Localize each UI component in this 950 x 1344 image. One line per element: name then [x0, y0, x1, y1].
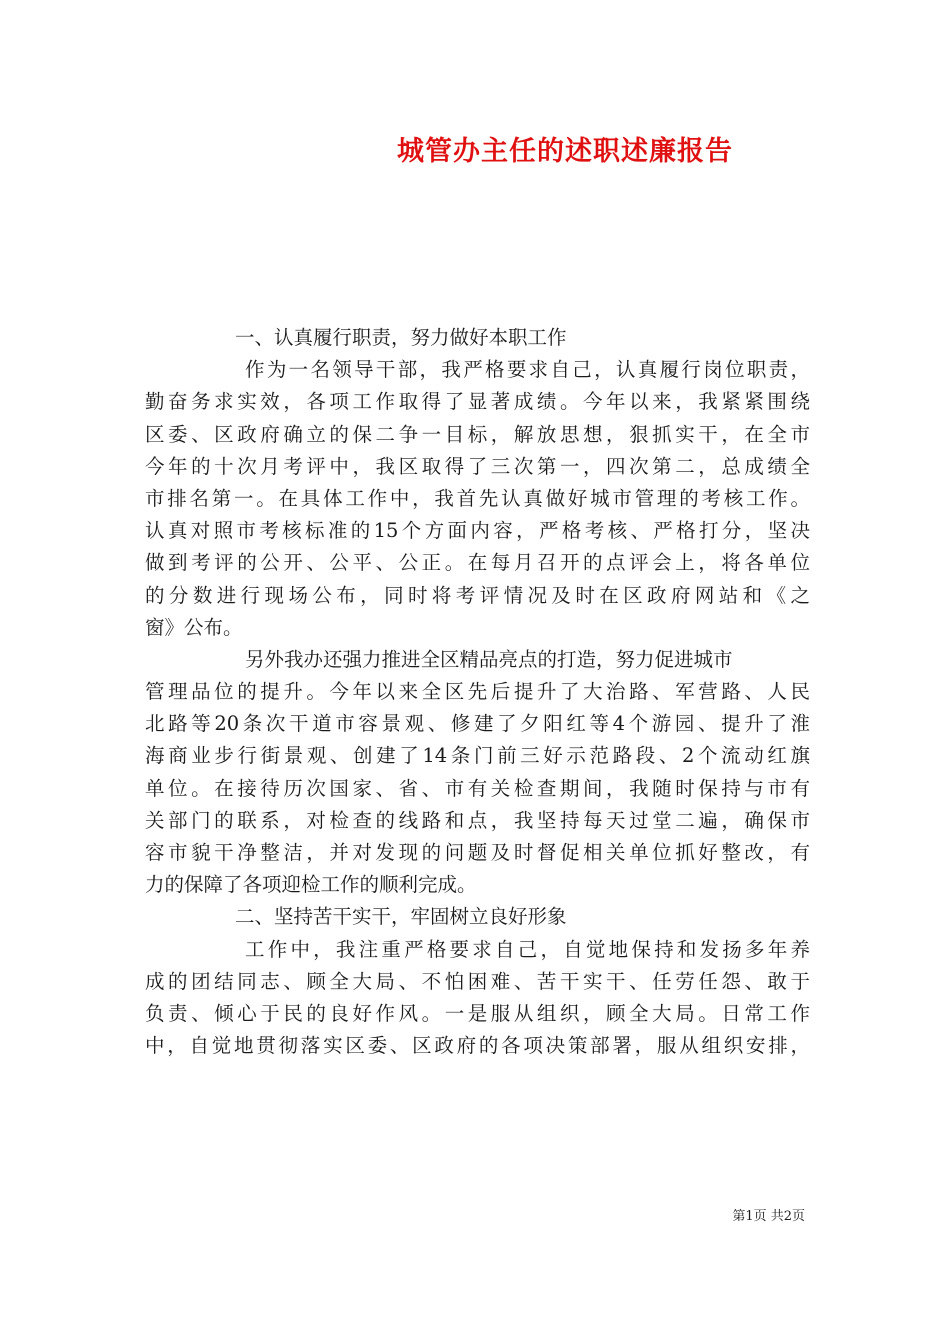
text-line: 另外我办还强力推进全区精品亮点的打造，努力促进城市 [245, 647, 733, 671]
text-line: 成的团结同志、顾全大局、不怕困难、苦干实干、任劳任怨、敢于 [145, 969, 810, 993]
text-line: 认真对照市考核标准的15个方面内容，严格考核、严格打分，坚决 [145, 519, 810, 543]
text-line: 海商业步行街景观、创建了14条门前三好示范路段、2个流动红旗 [145, 744, 810, 768]
text-line: 勤奋务求实效，各项工作取得了显著成绩。今年以来，我紧紧围绕 [145, 390, 810, 414]
text-line: 窗》公布。 [145, 615, 243, 639]
text-line: 的分数进行现场公布，同时将考评情况及时在区政府网站和《之 [145, 583, 810, 607]
text-line: 做到考评的公开、公平、公正。在每月召开的点评会上，将各单位 [145, 551, 810, 575]
text-line: 今年的十次月考评中，我区取得了三次第一，四次第二，总成绩全 [145, 454, 810, 478]
text-line: 作为一名领导干部，我严格要求自己，认真履行岗位职责， [245, 358, 810, 382]
page-footer: 第1页 共2页 [732, 1209, 805, 1224]
text-line: 负责、倾心于民的良好作风。一是服从组织，顾全大局。日常工作 [145, 1001, 810, 1025]
text-line: 管理品位的提升。今年以来全区先后提升了大治路、军营路、人民 [145, 680, 810, 704]
document-title: 城管办主任的述职述廉报告 [397, 136, 733, 167]
document-body [145, 322, 810, 1062]
text-line: 单位。在接待历次国家、省、市有关检查期间，我随时保持与市有 [145, 776, 810, 800]
text-line: 二、坚持苦干实干，牢固树立良好形象 [235, 905, 567, 929]
text-line: 区委、区政府确立的保二争一目标，解放思想，狠抓实干，在全市 [145, 422, 810, 446]
text-line: 工作中，我注重严格要求自己，自觉地保持和发扬多年养 [245, 937, 810, 961]
text-line: 中，自觉地贯彻落实区委、区政府的各项决策部署，服从组织安排， [145, 1034, 810, 1058]
text-line: 关部门的联系，对检查的线路和点，我坚持每天过堂二遍，确保市 [145, 808, 810, 832]
text-line: 力的保障了各项迎检工作的顺利完成。 [145, 873, 477, 897]
text-line: 北路等20条次干道市容景观、修建了夕阳红等4个游园、提升了淮 [145, 712, 810, 736]
text-line: 容市貌干净整洁，并对发现的问题及时督促相关单位抓好整改，有 [145, 841, 810, 864]
text-line: 一、认真履行职责，努力做好本职工作 [235, 326, 567, 349]
text-line: 市排名第一。在具体工作中，我首先认真做好城市管理的考核工作。 [145, 486, 810, 510]
